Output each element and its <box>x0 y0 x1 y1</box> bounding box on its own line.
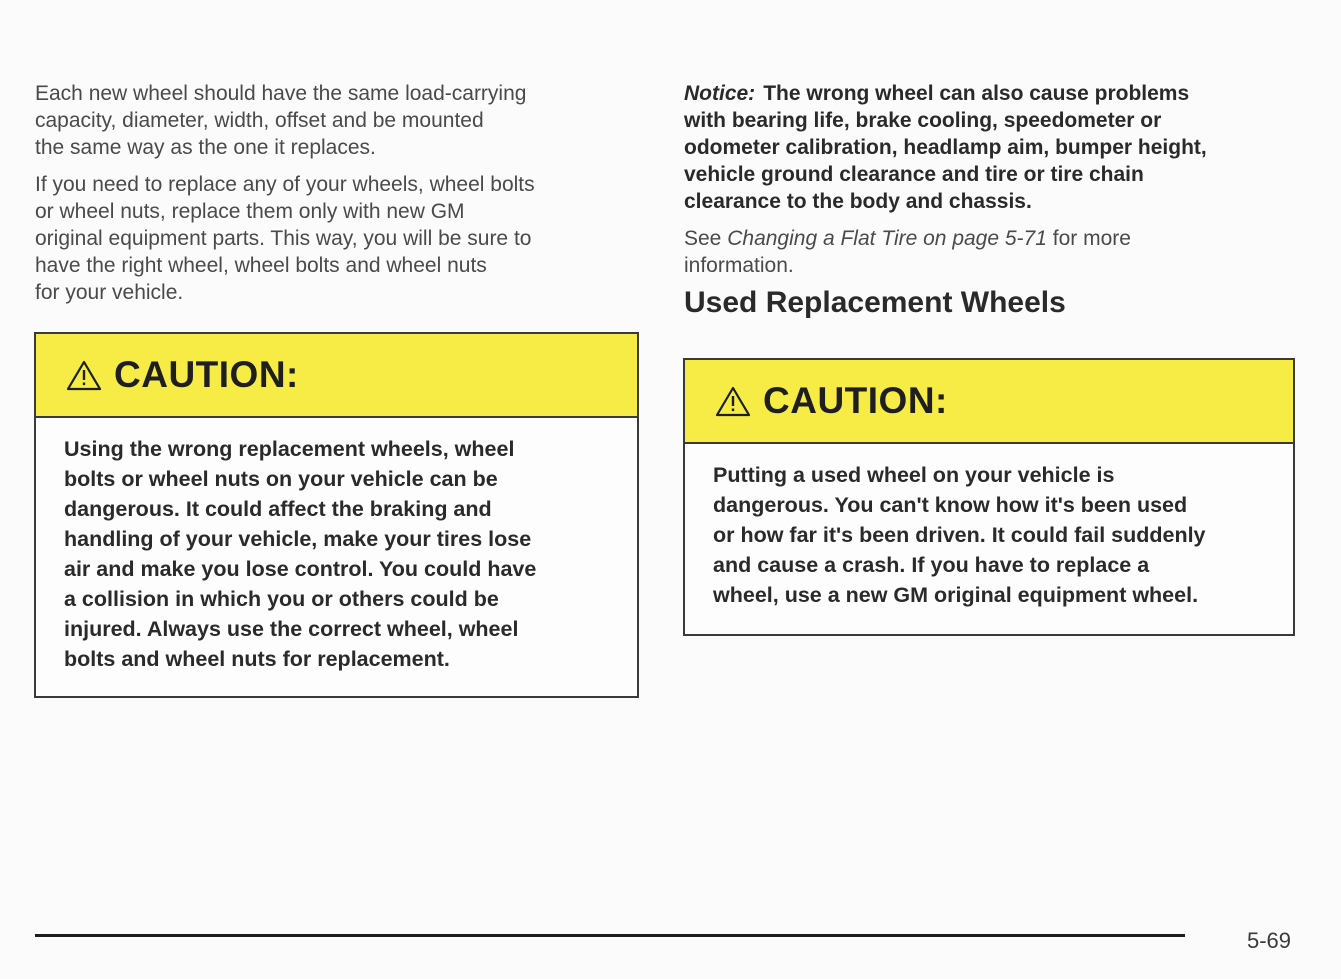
warning-triangle-icon <box>66 359 102 391</box>
caution-label: CAUTION: <box>763 380 948 421</box>
caution-box-used-wheel <box>683 358 1295 636</box>
caution-label: CAUTION: <box>114 354 299 395</box>
warning-triangle-icon <box>715 385 751 417</box>
flat-tire-link[interactable]: Changing a Flat Tire on page 5-71 <box>727 227 1047 250</box>
see-reference <box>684 225 1296 279</box>
see-prefix: See <box>684 227 722 250</box>
see-line2: information. <box>684 254 794 277</box>
wheel-spec-paragraph: Each new wheel should have the same load-carrying capacity, diameter, width, offset and be mounted the same way as the one it replaces. <box>35 82 527 159</box>
caution-body: Using the wrong replacement wheels, wheel bolts or wheel nuts on your vehicle can be dangerous. It could affect the braking and handling of your vehicle, make your tires lose air and make you lose control. You could have a collision in which you or others could be injured. Always use the correct wheel, wheel bolts and wheel nuts for replacement. <box>64 437 537 671</box>
caution-body: Putting a used wheel on your vehicle is dangerous. You can't know how it's been used or how far it's been driven. It could fail suddenly and cause a crash. If you have to replace a wheel, use a new GM original equipment wheel. <box>713 463 1206 607</box>
caution-box-replacement <box>34 332 639 698</box>
page-number: 5-69 <box>1247 928 1292 953</box>
caution-header <box>36 334 637 418</box>
footer-rule <box>35 934 1185 937</box>
section-heading: Used Replacement Wheels <box>684 286 1066 319</box>
left-column <box>35 80 640 316</box>
notice-lead: Notice: <box>684 82 756 105</box>
see-suffix: for more <box>1052 227 1131 250</box>
notice-text: The wrong wheel can also cause problems with bearing life, brake cooling, speedometer or odometer calibration, headlamp aim, bumper height, vehicle ground clearance and tire or tire chain clearance to the body and chassis. <box>684 82 1207 213</box>
notice-paragraph <box>684 80 1296 215</box>
replacement-parts-paragraph: If you need to replace any of your wheels, wheel bolts or wheel nuts, replace them only with new GM original equipment parts. This way, you will be sure to have the right wheel, wheel bolts and wheel nuts for your vehicle. <box>35 173 535 304</box>
right-column <box>684 80 1296 321</box>
caution-header <box>685 360 1293 444</box>
